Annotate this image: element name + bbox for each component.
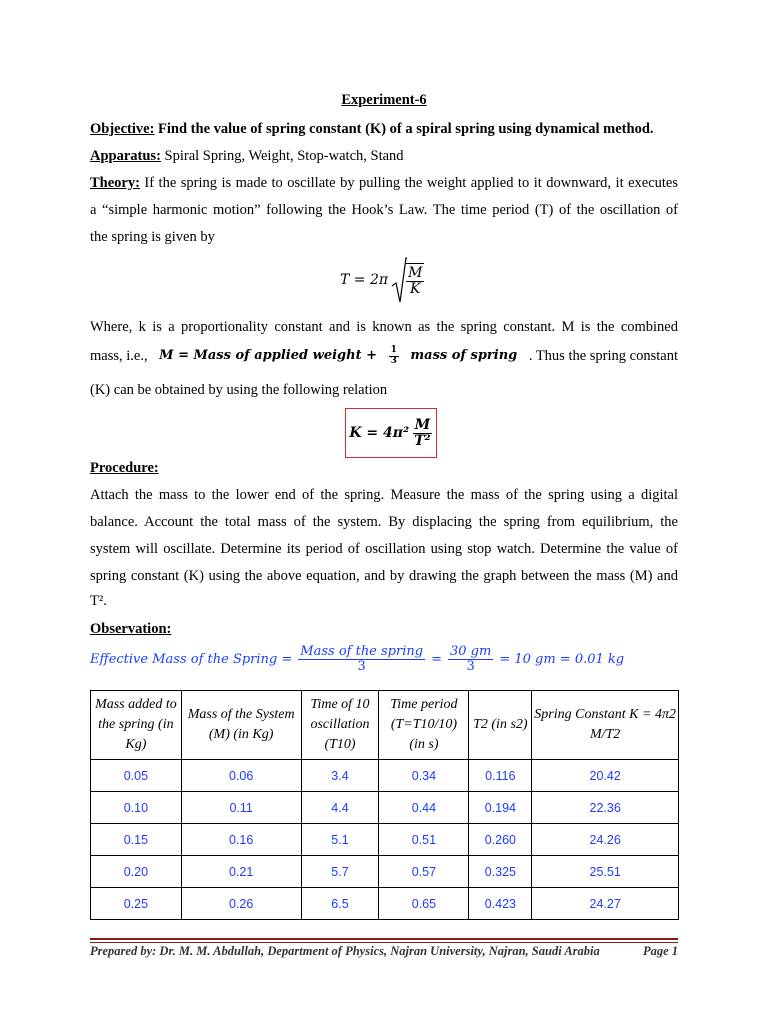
table-cell: 0.34 <box>379 760 469 792</box>
col-t-squared-label: T2 (in s2) <box>473 717 528 732</box>
theory-line-5 <box>90 346 678 366</box>
procedure-line-2: balance. Account the total mass of the system. By displacing the spring from equilibrium, the <box>90 514 678 530</box>
theory-line-4: Where, k is a proportionality constant and is known as the spring constant. M is the combined <box>90 319 678 335</box>
table-cell: 0.20 <box>91 856 182 888</box>
spring-mass-expr: mass of spring <box>410 348 518 363</box>
objective-label: Objective: <box>90 121 155 137</box>
apparatus-text: Spiral Spring, Weight, Stop-watch, Stand <box>164 148 404 164</box>
table-cell: 0.44 <box>379 792 469 824</box>
table-row <box>91 888 679 920</box>
footer-page-number: Page 1 <box>642 944 678 958</box>
eff-lhs: Effective Mass of the Spring = <box>90 651 293 667</box>
apparatus-label: Apparatus: <box>90 148 161 164</box>
theory-line-6: (K) can be obtained by using the following relation <box>90 382 388 398</box>
one-third-fraction <box>389 346 399 366</box>
footer-rule-thin <box>90 942 678 943</box>
period-eq-fraction <box>406 263 424 296</box>
table-row <box>91 824 679 856</box>
period-eq-lhs: T = 2π <box>340 272 389 288</box>
table-cell: 0.06 <box>181 760 301 792</box>
col-time-10 <box>301 691 379 760</box>
table-cell: 0.65 <box>379 888 469 920</box>
k-eq-lhs: K = 4π² <box>349 425 410 441</box>
col-t-squared <box>469 691 532 760</box>
observation-table <box>90 690 679 920</box>
col-system-mass-label: Mass of the System (M) (in Kg) <box>187 707 295 742</box>
procedure-line-5: T². <box>90 593 107 609</box>
k-eq-num: M <box>414 416 431 433</box>
col-time-period-label: Time period (T=T10/10) (in s) <box>390 697 458 752</box>
table-cell: 0.21 <box>181 856 301 888</box>
table-row <box>91 760 679 792</box>
eff-f2-num: 30 gm <box>449 644 492 659</box>
procedure-line-3: system will oscillate. Determine its period of oscillation using stop watch. Determine the value of <box>90 541 678 557</box>
table-cell: 6.5 <box>301 888 379 920</box>
col-mass-added <box>91 691 182 760</box>
sqrt-icon <box>391 256 407 304</box>
procedure-heading <box>90 458 678 478</box>
procedure-line-1: Attach the mass to the lower end of the spring. Measure the mass of the spring using a digital <box>90 487 678 503</box>
combined-mass-expr: M = Mass of applied weight + <box>159 348 377 363</box>
eff-rhs: = 10 gm = 0.01 kg <box>499 651 625 667</box>
footer-prepared-by: Prepared by: Dr. M. M. Abdullah, Department of Physics, Najran University, Najran, Saudi Arabia <box>90 944 600 958</box>
table-cell: 3.4 <box>301 760 379 792</box>
procedure-line-4: spring constant (K) using the above equation, and by drawing the graph between the mass (M) and <box>90 568 678 584</box>
table-cell: 0.260 <box>469 824 532 856</box>
table-cell: 20.42 <box>532 760 679 792</box>
table-cell: 0.51 <box>379 824 469 856</box>
col-spring-constant-label: Spring Constant K = 4π2 M/T2 <box>534 707 676 742</box>
table-cell: 0.11 <box>181 792 301 824</box>
k-eq-fraction <box>412 418 433 448</box>
eff-f1-den: 3 <box>357 658 366 674</box>
page-footer <box>90 944 678 959</box>
table-cell: 0.194 <box>469 792 532 824</box>
footer-rule-thick <box>90 938 678 940</box>
table-cell: 0.423 <box>469 888 532 920</box>
effective-mass-equation <box>90 645 690 673</box>
table-cell: 0.15 <box>91 824 182 856</box>
observation-heading <box>90 619 678 639</box>
table-cell: 5.7 <box>301 856 379 888</box>
theory-line-2: a “simple harmonic motion” following the Hook’s Law. The time period (T) of the oscillation of <box>90 202 678 218</box>
eff-f1-num: Mass of the spring <box>300 644 424 659</box>
one-third-num: 1 <box>390 345 397 356</box>
col-spring-constant <box>532 691 679 760</box>
col-time-10-label: Time of 10 oscillation (T10) <box>310 697 370 752</box>
objective-line <box>90 119 678 139</box>
period-eq-num: M <box>408 265 423 282</box>
eff-equals: = <box>431 651 442 667</box>
theory-label: Theory: <box>90 175 140 191</box>
procedure-label: Procedure: <box>90 460 159 476</box>
theory-line5-post: . Thus the spring constant <box>528 348 678 364</box>
table-header-row <box>91 691 679 760</box>
table-cell: 0.05 <box>91 760 182 792</box>
table-cell: 0.25 <box>91 888 182 920</box>
table-cell: 22.36 <box>532 792 679 824</box>
table-cell: 0.57 <box>379 856 469 888</box>
table-cell: 0.116 <box>469 760 532 792</box>
k-eq-den: T² <box>414 432 431 449</box>
col-time-period <box>379 691 469 760</box>
table-cell: 5.1 <box>301 824 379 856</box>
eff-f2-den: 3 <box>466 658 475 674</box>
table-cell: 0.26 <box>181 888 301 920</box>
table-cell: 4.4 <box>301 792 379 824</box>
table-cell: 25.51 <box>532 856 679 888</box>
table-cell: 0.325 <box>469 856 532 888</box>
observation-label: Observation: <box>90 621 172 637</box>
apparatus-line <box>90 146 678 166</box>
table-row <box>91 856 679 888</box>
table-cell: 24.27 <box>532 888 679 920</box>
theory-text-1: If the spring is made to oscillate by pulling the weight applied to it downward, it executes <box>144 175 678 191</box>
table-row <box>91 792 679 824</box>
theory-line5-pre: mass, i.e., <box>90 348 148 364</box>
spring-constant-formula-box <box>345 408 437 458</box>
col-mass-added-label: Mass added to the spring (in Kg) <box>95 697 177 752</box>
table-cell: 0.16 <box>181 824 301 856</box>
table-cell: 0.10 <box>91 792 182 824</box>
eff-fraction-2 <box>448 645 493 673</box>
period-equation <box>340 256 424 304</box>
one-third-den: 3 <box>390 355 397 366</box>
experiment-title: Experiment-6 <box>341 92 427 108</box>
eff-fraction-1 <box>298 645 425 673</box>
table-cell: 24.26 <box>532 824 679 856</box>
theory-line-3: the spring is given by <box>90 229 215 245</box>
theory-line-1 <box>90 173 678 193</box>
objective-text: Find the value of spring constant (K) of a spiral spring using dynamical method. <box>158 121 654 137</box>
col-system-mass <box>181 691 301 760</box>
period-eq-den: K <box>410 281 421 297</box>
